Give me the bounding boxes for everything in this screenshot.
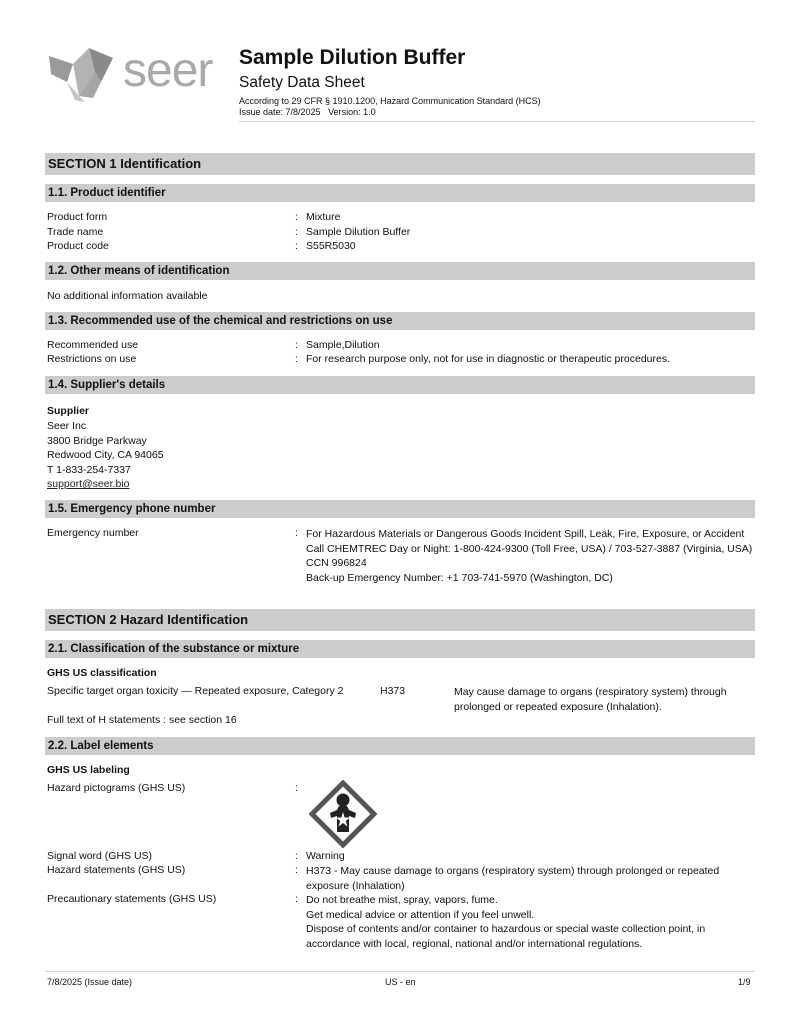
section1-5-header: 1.5. Emergency phone number (45, 500, 755, 518)
hazard-statement-line: exposure (Inhalation) (306, 879, 405, 892)
precautionary-value (306, 893, 705, 951)
supplier-line: Redwood City, CA 94065 (47, 449, 164, 461)
section1-3-header: 1.3. Recommended use of the chemical and restrictions on use (45, 312, 755, 330)
emergency-number-label: Emergency number (47, 527, 139, 539)
emergency-line: Call CHEMTREC Day or Night: 1-800-424-9300 (Toll Free, USA) / 703-527-3887 (Virginia, USA) (306, 542, 753, 555)
precautionary-label: Precautionary statements (GHS US) (47, 893, 217, 905)
emergency-line: Back-up Emergency Number: +1 703-741-5970 (Washington, DC) (306, 571, 613, 584)
emergency-line: For Hazardous Materials or Dangerous Goods Incident Spill, Leak, Fire, Exposure, or Accident (306, 528, 745, 540)
classification-description (454, 685, 727, 714)
trade-name-label: Trade name (47, 226, 104, 238)
ghs-labeling-heading: GHS US labeling (47, 764, 130, 776)
trade-name-value: Sample Dilution Buffer (306, 226, 411, 238)
hazard-statements-label: Hazard statements (GHS US) (47, 864, 186, 876)
product-form-label: Product form (47, 211, 108, 223)
precaution-line: Get medical advice or attention if you feel unwell. (306, 908, 535, 921)
seer-logo-mark-icon (45, 44, 125, 104)
precaution-line: accordance with local, regional, national and/or international regulations. (306, 937, 643, 950)
seer-logo-wordmark: seer (123, 44, 213, 97)
supplier-email-link[interactable]: support@seer.bio (47, 478, 130, 490)
supplier-line: Seer Inc (47, 420, 87, 432)
header-divider (239, 121, 755, 122)
product-form-value: Mixture (306, 211, 341, 223)
health-hazard-icon (309, 780, 377, 848)
signal-word-value: Warning (306, 850, 345, 862)
section1-4-header: 1.4. Supplier's details (45, 376, 755, 394)
issue-info: Issue date: 7/8/2025 Version: 1.0 (239, 107, 376, 117)
page-title: Sample Dilution Buffer (239, 46, 466, 69)
section2-1-header: 2.1. Classification of the substance or mixture (45, 640, 755, 658)
recommended-use-value: Sample,Dilution (306, 339, 380, 351)
emergency-number-value (306, 527, 752, 585)
product-code-value: S55R5030 (306, 240, 356, 252)
classification-code: H373 (380, 685, 406, 697)
other-means-text: No additional information available (47, 290, 208, 302)
regulation-text: According to 29 CFR § 1910.1200, Hazard Communication Standard (HCS) (239, 96, 541, 106)
footer-locale: US - en (385, 977, 416, 987)
signal-word-label: Signal word (GHS US) (47, 850, 153, 862)
classification-desc-line: prolonged or repeated exposure (Inhalation). (454, 700, 662, 713)
section2-2-header: 2.2. Label elements (45, 737, 755, 755)
precaution-line: Do not breathe mist, spray, vapors, fume. (306, 894, 498, 906)
supplier-line: 3800 Bridge Parkway (47, 434, 147, 447)
precaution-line: Dispose of contents and/or container to hazardous or special waste collection point, in (306, 923, 706, 935)
section1-1-header: 1.1. Product identifier (45, 184, 755, 202)
restrictions-label: Restrictions on use (47, 353, 137, 365)
section1-header: SECTION 1 Identification (45, 153, 755, 175)
section2-header: SECTION 2 Hazard Identification (45, 609, 755, 631)
emergency-line: CCN 996824 (306, 557, 367, 569)
supplier-line: T 1-833-254-7337 (47, 463, 131, 476)
restrictions-value: For research purpose only, not for use in diagnostic or therapeutic procedures. (306, 353, 671, 365)
seer-logo (45, 44, 230, 104)
pictogram-label: Hazard pictograms (GHS US) (47, 782, 186, 794)
footer-page-number: 1/9 (738, 977, 751, 987)
product-code-label: Product code (47, 240, 109, 252)
classification-desc-line: May cause damage to organs (respiratory system) through (454, 686, 727, 698)
page-subtitle: Safety Data Sheet (239, 74, 365, 91)
ghs-classification-heading: GHS US classification (47, 667, 157, 679)
hazard-statement-line: H373 - May cause damage to organs (respiratory system) through prolonged or repeated (306, 865, 720, 877)
recommended-use-label: Recommended use (47, 339, 139, 351)
footer-date: 7/8/2025 (Issue date) (47, 977, 133, 987)
section1-2-header: 1.2. Other means of identification (45, 262, 755, 280)
full-text-note: Full text of H statements : see section 16 (47, 714, 237, 726)
supplier-heading: Supplier (47, 405, 90, 417)
hazard-statements-value (306, 864, 719, 893)
supplier-address (47, 419, 164, 492)
classification-text: Specific target organ toxicity — Repeated exposure, Category 2 (47, 685, 344, 697)
footer-divider (45, 971, 755, 972)
